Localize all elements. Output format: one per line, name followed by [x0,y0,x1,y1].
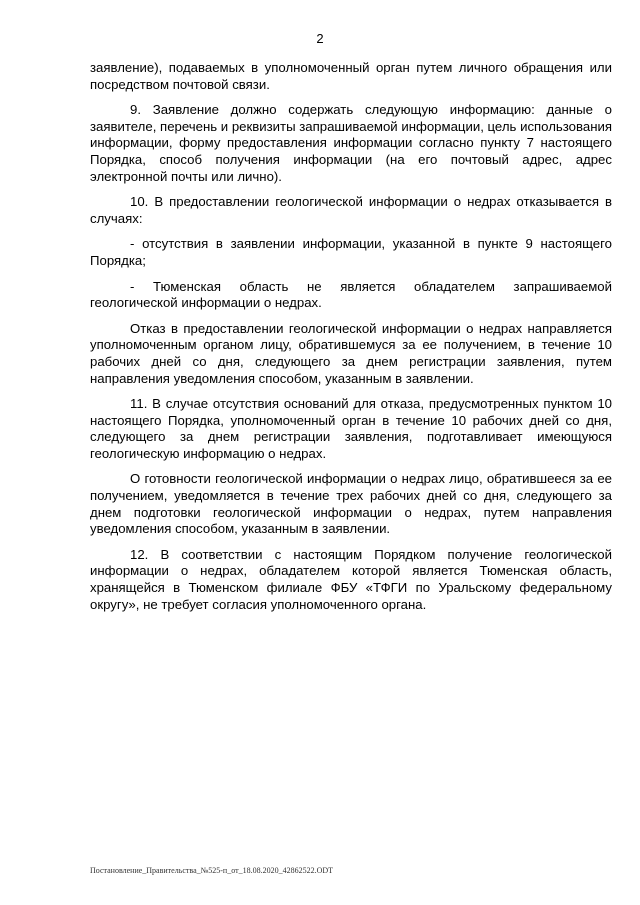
paragraph-item-10: 10. В предоставлении геологической информации о недрах отказывается в случаях: [90,194,612,226]
paragraph-item-12: 12. В соответствии с настоящим Порядком получение геологической информации о недрах, обладателем которой является Тюменская область, хранящейся в Тюменском филиале ФБУ «ТФГИ по Уральскому федеральному округу», не требует согласия уполномоченного органа. [90,546,612,612]
document-body [90,60,612,622]
paragraph-continuation: заявление), подаваемых в уполномоченный орган путем личного обращения или посредством почтовой связи. [90,60,612,92]
paragraph-refusal-case-2: - Тюменская область не является обладателем запрашиваемой геологической информации о недрах. [90,278,612,311]
page-number: 2 [316,31,324,46]
paragraph-refusal-case-1: - отсутствия в заявлении информации, указанной в пункте 9 настоящего Порядка; [90,236,612,268]
paragraph-item-11: 11. В случае отсутствия оснований для отказа, предусмотренных пунктом 10 настоящего Порядка, уполномоченный орган в течение 10 рабочих дней со дня, следующего за днем регистрации заявления, подготавливает имеющуюся геологическую информацию о недрах. [90,396,612,461]
document-footer-filename: Постановление_Правительства_№525-п_от_18.08.2020_42862522.ODT [90,866,334,875]
paragraph-readiness-notice: О готовности геологической информации о недрах лицо, обратившееся за ее получением, уведомляется в течение трех рабочих дней со дня, следующего за днем подготовки геологической информации о недрах, путем направления уведомления способом, указанным в заявлении. [90,471,612,537]
paragraph-refusal-notice: Отказ в предоставлении геологической информации о недрах направляется уполномоченным органом лицу, обратившемуся за ее получением, в течение 10 рабочих дней со дня, следующего за днем регистрации заявления, путем направления уведомления способом, указанным в заявлении. [90,320,612,386]
paragraph-item-9: 9. Заявление должно содержать следующую информацию: данные о заявителе, перечень и реквизиты запрашиваемой информации, цель использования информации, форму предоставления информации согласно пункту 7 настоящего Порядка, способ получения информации (на его почтовый адрес, адрес электронной почты или лично). [90,102,612,184]
